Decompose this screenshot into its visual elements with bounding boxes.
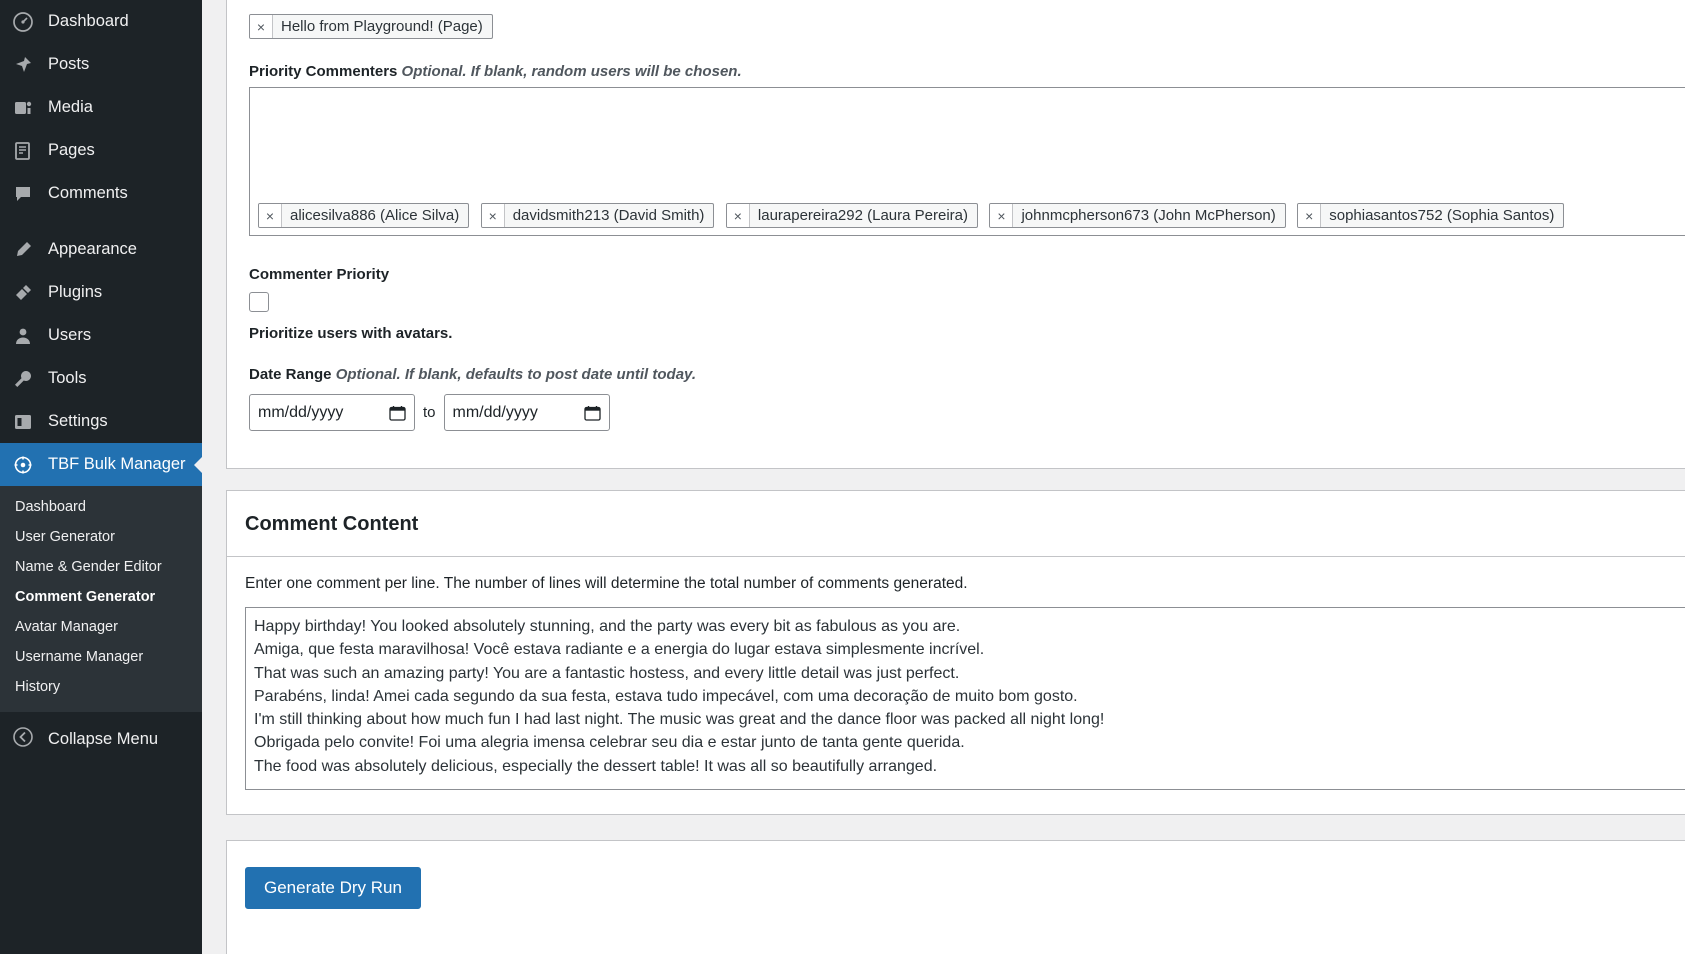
- appearance-icon: [13, 240, 41, 260]
- calendar-icon[interactable]: [584, 405, 601, 421]
- token-commenter[interactable]: [989, 203, 1285, 228]
- target-posts-tokens: [249, 14, 500, 39]
- sidebar-item-comments[interactable]: [0, 172, 202, 215]
- comment-line: Happy birthday! You looked absolutely stunning, and the party was every bit as fabulous as you are.: [254, 618, 961, 635]
- generate-dry-run-button[interactable]: Generate Dry Run: [245, 867, 421, 909]
- remove-token-icon[interactable]: ×: [259, 204, 282, 227]
- comment-content-description: Enter one comment per line. The number of lines will determine the total number of comments generated.: [245, 575, 968, 592]
- admin-sidebar: [0, 0, 202, 954]
- token-target-post[interactable]: [249, 14, 493, 39]
- sidebar-item-label: Posts: [48, 55, 90, 73]
- comment-line: The food was absolutely delicious, especially the dessert table! It was all so beautifully arranged.: [254, 757, 938, 775]
- sidebar-divider: [0, 215, 202, 228]
- submenu-item-label: Avatar Manager: [15, 619, 118, 635]
- sidebar-item-label: TBF Bulk Manager: [48, 455, 186, 473]
- sidebar-item-label: Users: [48, 326, 92, 344]
- field-hint: Optional. If blank, random users will be chosen.: [401, 63, 742, 80]
- token-label: laurapereira292 (Laura Pereira): [757, 207, 969, 224]
- selected-commenters: [258, 203, 1571, 228]
- users-icon: [13, 326, 41, 346]
- remove-token-icon[interactable]: ×: [250, 15, 273, 38]
- submenu-item-label: Comment Generator: [15, 589, 156, 605]
- field-hint: Optional. If blank, defaults to post date until today.: [335, 366, 696, 383]
- calendar-icon[interactable]: [389, 405, 406, 421]
- field-title: Date Range: [249, 366, 332, 383]
- comment-line: Amiga, que festa maravilhosa! Você estava radiante e a energia do lugar estava simplesmente incrível.: [254, 641, 985, 659]
- submenu-item-label: User Generator: [15, 529, 115, 545]
- token-commenter[interactable]: [481, 203, 715, 228]
- submenu-item-dashboard[interactable]: [0, 492, 202, 522]
- main-content: [202, 0, 1685, 954]
- token-label: alicesilva886 (Alice Silva): [290, 207, 460, 224]
- token-label: sophiasantos752 (Sophia Santos): [1329, 207, 1555, 224]
- sidebar-item-posts[interactable]: [0, 43, 202, 86]
- comment-line: That was such an amazing party! You are a fantastic hostess, and every little detail was just perfect.: [254, 664, 960, 682]
- date-range-separator: to: [423, 404, 436, 421]
- sidebar-item-tbf-bulk-manager[interactable]: [0, 443, 202, 486]
- remove-token-icon[interactable]: ×: [1298, 204, 1321, 227]
- comment-lines-textarea[interactable]: [245, 607, 1685, 790]
- actions-panel: [226, 840, 1685, 954]
- commenter-priority-label: Commenter Priority: [249, 266, 390, 283]
- sidebar-item-label: Pages: [48, 141, 95, 159]
- sidebar-submenu: [0, 486, 202, 712]
- remove-token-icon[interactable]: ×: [990, 204, 1013, 227]
- dashboard-icon: [13, 12, 41, 32]
- comment-line: Parabéns, linda! Amei cada segundo da sua festa, estava tudo impecável, com uma decoração de muito bom gosto.: [254, 687, 1078, 705]
- prioritize-avatars-checkbox[interactable]: [249, 292, 269, 312]
- sidebar-item-label: Comments: [48, 184, 128, 202]
- sidebar-item-pages[interactable]: [0, 129, 202, 172]
- sidebar-item-label: Tools: [48, 369, 87, 387]
- sidebar-item-plugins[interactable]: [0, 271, 202, 314]
- priority-commenters-select[interactable]: [249, 87, 1685, 236]
- field-title: Priority Commenters: [249, 63, 398, 80]
- comment-settings-panel: [226, 0, 1685, 469]
- date-to-input[interactable]: [444, 394, 610, 431]
- sidebar-item-tools[interactable]: [0, 357, 202, 400]
- remove-token-icon[interactable]: ×: [482, 204, 505, 227]
- token-commenter[interactable]: [258, 203, 469, 228]
- token-label: davidsmith213 (David Smith): [512, 207, 705, 224]
- sidebar-item-label: Dashboard: [48, 12, 129, 30]
- sidebar-item-label: Media: [48, 98, 93, 116]
- bulk-manager-icon: [13, 455, 41, 475]
- date-to-placeholder: mm/dd/yyyy: [452, 403, 538, 421]
- sidebar-item-label: Settings: [48, 412, 108, 430]
- sidebar-item-media[interactable]: [0, 86, 202, 129]
- collapse-menu-button[interactable]: [0, 718, 202, 760]
- comment-line: Obrigada pelo convite! Foi uma alegria imensa celebrar seu dia e estar junto de tanta gente querida.: [254, 734, 965, 752]
- token-commenter[interactable]: [1297, 203, 1564, 228]
- priority-commenters-field: [249, 63, 1685, 236]
- submenu-item-history[interactable]: [0, 672, 202, 702]
- pin-icon: [13, 55, 41, 75]
- sidebar-item-dashboard[interactable]: [0, 0, 202, 43]
- sidebar-item-appearance[interactable]: [0, 228, 202, 271]
- page-icon: [13, 141, 41, 161]
- prioritize-avatars-label: Prioritize users with avatars.: [249, 325, 453, 342]
- sidebar-item-label: Appearance: [48, 240, 137, 258]
- submenu-item-name-gender-editor[interactable]: [0, 552, 202, 582]
- comment-content-heading: Comment Content: [227, 491, 1685, 557]
- collapse-arrow-icon: [13, 727, 41, 752]
- comment-line: I'm still thinking about how much fun I had last night. The music was great and the dance floor was packed all night long!: [254, 711, 1105, 729]
- date-range-label: [249, 366, 696, 383]
- tools-icon: [13, 369, 41, 389]
- collapse-menu-label: Collapse Menu: [48, 729, 159, 748]
- plugin-icon: [13, 283, 41, 303]
- submenu-item-user-generator[interactable]: [0, 522, 202, 552]
- submenu-item-label: History: [15, 679, 61, 695]
- remove-token-icon[interactable]: ×: [727, 204, 750, 227]
- token-commenter[interactable]: [726, 203, 978, 228]
- submenu-item-avatar-manager[interactable]: [0, 612, 202, 642]
- date-range-field: [249, 366, 696, 431]
- comment-icon: [13, 184, 41, 204]
- sidebar-item-label: Plugins: [48, 283, 103, 301]
- media-icon: [13, 98, 41, 118]
- submenu-item-username-manager[interactable]: [0, 642, 202, 672]
- commenter-priority-field: [249, 266, 452, 342]
- sidebar-item-users[interactable]: [0, 314, 202, 357]
- submenu-item-comment-generator[interactable]: [0, 582, 202, 612]
- sidebar-item-settings[interactable]: [0, 400, 202, 443]
- submenu-item-label: Username Manager: [15, 649, 144, 665]
- token-label: Hello from Playground! (Page): [281, 18, 483, 35]
- priority-commenters-label: [249, 63, 1685, 80]
- date-from-placeholder: mm/dd/yyyy: [258, 403, 344, 421]
- token-label: johnmcpherson673 (John McPherson): [1021, 207, 1276, 224]
- submenu-item-label: Dashboard: [15, 499, 86, 515]
- comment-content-panel: [226, 490, 1685, 815]
- submenu-item-label: Name & Gender Editor: [15, 559, 162, 575]
- date-from-input[interactable]: [249, 394, 415, 431]
- settings-icon: [13, 412, 41, 432]
